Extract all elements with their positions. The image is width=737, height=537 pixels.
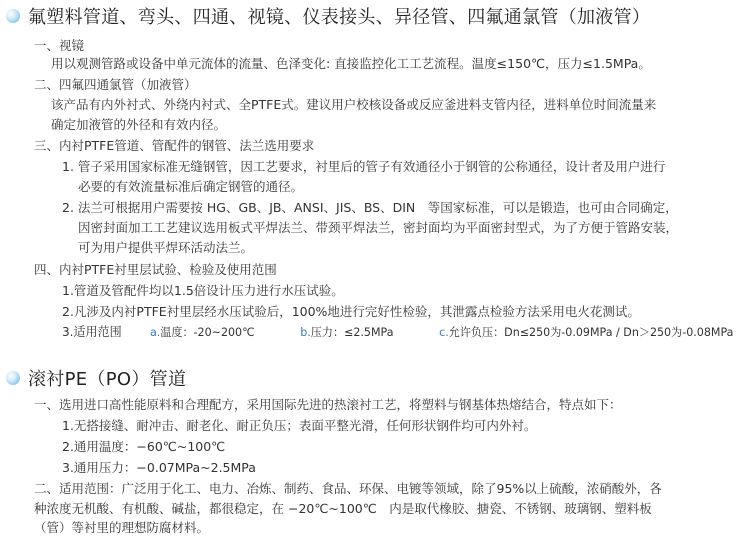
paragraph-line: 2.凡涉及内衬PTFE衬里层经水压试验后，100%地进行完好性检验，其泄露点检验方法采用电火花测试。	[62, 304, 640, 319]
circle-bullet-icon	[6, 371, 20, 385]
paragraph-line: 二、适用范围：广泛用于化工、电力、冶炼、制药、食品、环保、电镀等领域，除了95%以上硫酸，浓硝酸外，各	[34, 481, 662, 496]
item-marker: c.	[439, 325, 449, 339]
paragraph-line: 种浓度无机酸、有机酸、碱盐，都很稳定，在 −20℃~100℃ 内是取代橡胶、搪瓷、不锈钢、玻璃钢、塑料板	[34, 501, 652, 516]
section-title: 氟塑料管道、弯头、四通、视镜、仪表接头、异径管、四氟通氯管（加液管）	[28, 7, 651, 28]
paragraph-line: 1.管道及管配件均以1.5倍设计压力进行水压试验。	[62, 283, 344, 298]
paragraph-line: 2. 法兰可根据用户需要按 HG、GB、JB、ANSI、JIS、BS、DIN 等国家标准，可以是锻造，也可由合同确定，	[62, 200, 678, 215]
paragraph-line: 必要的有效流量标准后确定钢管的通径。	[78, 179, 304, 194]
paragraph-line: 该产品有内外衬式、外绕内衬式、全PTFE式。建议用户校核设备或反应釜进料支管内径，进料单位时间流量来	[51, 97, 657, 112]
item-marker: a.	[149, 325, 161, 339]
usage-range-label: 3.适用范围	[62, 324, 122, 339]
item-marker: b.	[300, 325, 311, 339]
negative-pressure-range: 允许负压：Dn≤250为-0.09MPa / Dn＞250为-0.08MPa	[448, 325, 734, 339]
paragraph-line: （管）等衬里的理想防腐材料。	[34, 520, 210, 535]
section-title: 滚衬PE（PO）管道	[28, 369, 187, 390]
section-heading	[6, 364, 186, 392]
paragraph-line: 1. 管子采用国家标准无缝钢管，因工艺要求，衬里后的管子有效通径小于钢管的公称通径，设计者及用户进行	[62, 159, 666, 174]
circle-bullet-icon	[6, 9, 20, 23]
paragraph-line: 三、内衬PTFE管道、管配件的钢管、法兰选用要求	[34, 138, 315, 153]
paragraph-line: 3.通用压力：−0.07MPa~2.5MPa	[62, 460, 256, 475]
paragraph-line: 1.无搭接缝、耐冲击、耐老化、耐正负压；表面平整光滑，任何形状钢件均可内外衬。	[62, 418, 537, 433]
paragraph-line: 四、内衬PTFE衬里层试验、检验及使用范围	[34, 262, 277, 277]
temperature-range: 温度：-20~200℃	[160, 325, 255, 339]
paragraph-line: 用以观测管路或设备中单元流体的流量、色泽变化: 直接监控化工工艺流程。温度≤150℃，压力≤1.5MPa。	[51, 56, 651, 71]
usage-range-line	[62, 323, 733, 341]
pressure-range: 压力：≤2.5MPa	[310, 325, 394, 339]
paragraph-line: 因密封面加工工艺建议选用板式平焊法兰、带颈平焊法兰，密封面均为平面密封型式，为了方便于管路安装，	[78, 220, 679, 235]
paragraph-line: 确定加液管的外径和有效内径。	[51, 117, 227, 132]
paragraph-line: 二、四氟四通氯管（加液管）	[34, 77, 197, 92]
paragraph-line: 一、选用进口高性能原料和合理配方，采用国际先进的热滚衬工艺，将塑料与钢基体热熔结合，特点如下：	[34, 397, 622, 412]
paragraph-line: 一、视镜	[34, 38, 85, 53]
section-heading	[6, 2, 650, 30]
paragraph-line: 可为用户提供平焊环活动法兰。	[78, 240, 254, 255]
paragraph-line: 2.通用温度：−60℃~100℃	[62, 439, 226, 454]
